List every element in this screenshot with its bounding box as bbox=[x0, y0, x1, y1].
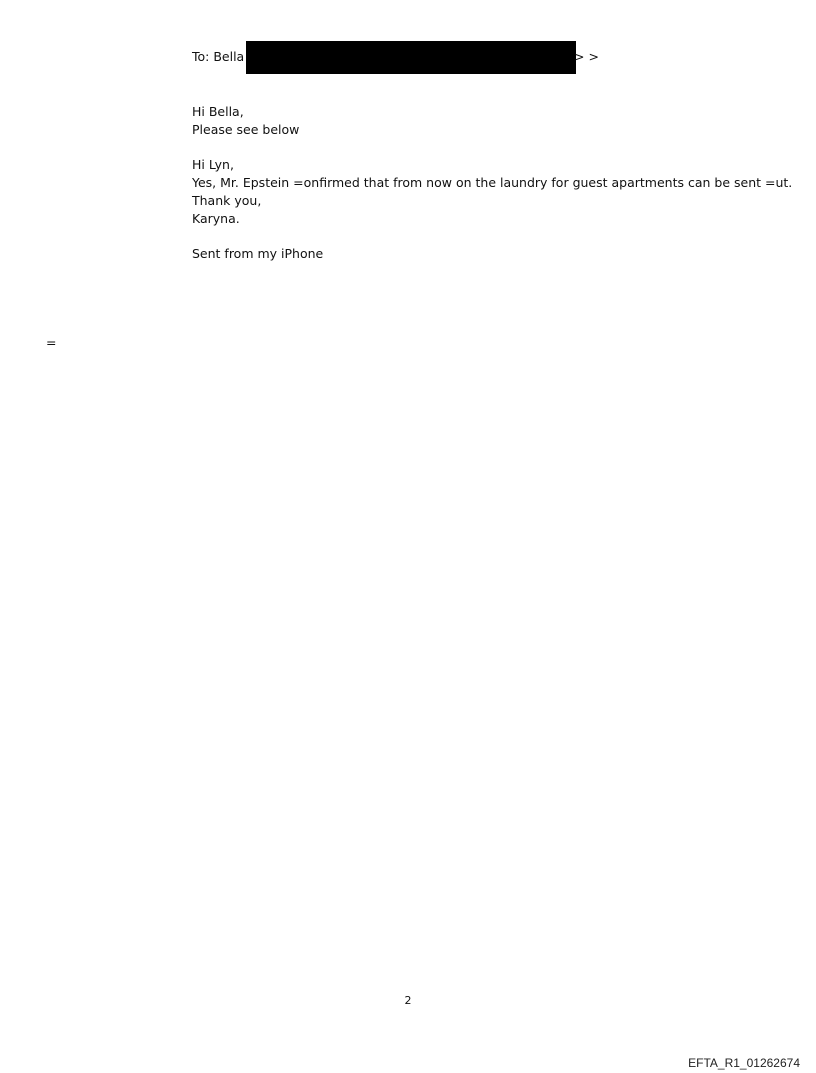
stray-equals-mark: = bbox=[46, 335, 57, 350]
greeting-line: Hi Bella, bbox=[192, 104, 244, 119]
email-signature bbox=[192, 245, 323, 263]
reply-line: Yes, Mr. Epstein =onfirmed that from now on the laundry for guest apartments can be sent =ut. bbox=[192, 175, 793, 190]
to-label: To: Bella bbox=[192, 49, 245, 64]
reply-paragraph bbox=[192, 156, 792, 228]
reply-line: Karyna. bbox=[192, 211, 240, 226]
signature-text: Sent from my iPhone bbox=[192, 246, 324, 261]
document-id: EFTA_R1_01262674 bbox=[688, 1056, 800, 1070]
page-number: 2 bbox=[404, 994, 412, 1007]
reply-line: Thank you, bbox=[192, 193, 262, 208]
greeting-paragraph bbox=[192, 103, 299, 139]
redaction-block bbox=[246, 41, 576, 74]
greeting-line: Please see below bbox=[192, 122, 300, 137]
to-line-tail: > > bbox=[574, 49, 599, 64]
reply-line: Hi Lyn, bbox=[192, 157, 234, 172]
